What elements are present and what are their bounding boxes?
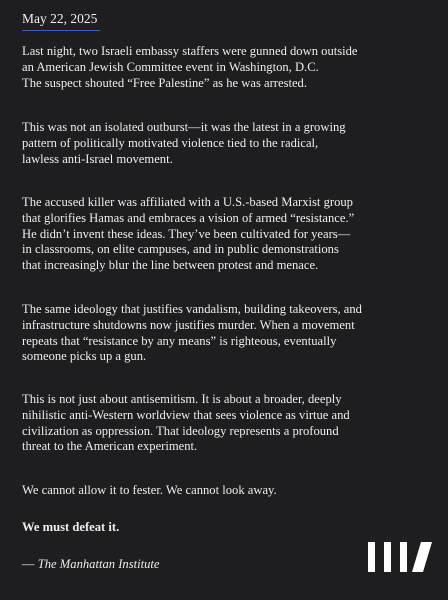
text-line: The suspect shouted “Free Palestine” as he was arrested. — [22, 75, 308, 90]
paragraph-2 — [22, 120, 434, 167]
paragraph-4 — [22, 302, 434, 365]
text-line: The same ideology that justifies vandalism, building takeovers, and — [22, 302, 362, 316]
paragraph-5 — [22, 392, 434, 455]
text-line: infrastructure shutdowns now justifies murder. When a movement — [22, 317, 355, 332]
text-line: Last night, two Israeli embassy staffers were gunned down outside — [22, 44, 358, 58]
text-line: He didn’t invent these ideas. They’ve been cultivated for years— — [22, 226, 351, 241]
text-line: in classrooms, on elite campuses, and in public demonstrations — [22, 242, 339, 257]
text-line: nihilistic anti-Western worldview that sees violence as virtue and — [22, 407, 350, 422]
date-underline — [22, 30, 100, 31]
text-line: that glorifies Hamas and embraces a vision of armed “resistance.” — [22, 210, 355, 225]
closing-statement — [22, 520, 434, 536]
text-line: an American Jewish Committee event in Washington, D.C. — [22, 59, 319, 74]
text-line: We cannot allow it to fester. We cannot look away. — [22, 483, 277, 497]
signature — [22, 557, 159, 572]
text-line: This is not just about antisemitism. It is about a broader, deeply — [22, 392, 342, 406]
text-line: threat to the American experiment. — [22, 439, 198, 454]
text-line: that increasingly blur the line between protest and menace. — [22, 258, 319, 273]
text-line: someone picks up a gun. — [22, 349, 147, 364]
date-label: May 22, 2025 — [22, 11, 98, 26]
manhattan-institute-logo-icon — [368, 542, 432, 572]
text-line: pattern of politically motivated violence tied to the radical, — [22, 135, 319, 150]
text-line: repeats that “resistance by any means” is righteous, eventually — [22, 333, 337, 348]
text-line: The accused killer was affiliated with a U.S.-based Marxist group — [22, 195, 353, 209]
text-line: civilization as oppression. That ideology represents a profound — [22, 423, 339, 438]
text-line: This was not an isolated outburst—it was the latest in a growing — [22, 120, 346, 134]
paragraph-6 — [22, 483, 434, 499]
signature-name: The Manhattan Institute — [37, 557, 160, 571]
paragraph-3 — [22, 195, 434, 274]
text-line: We must defeat it. — [22, 520, 120, 534]
text-line: lawless anti-Israel movement. — [22, 151, 173, 166]
paragraph-1 — [22, 44, 434, 91]
signature-dash: — — [22, 557, 35, 571]
